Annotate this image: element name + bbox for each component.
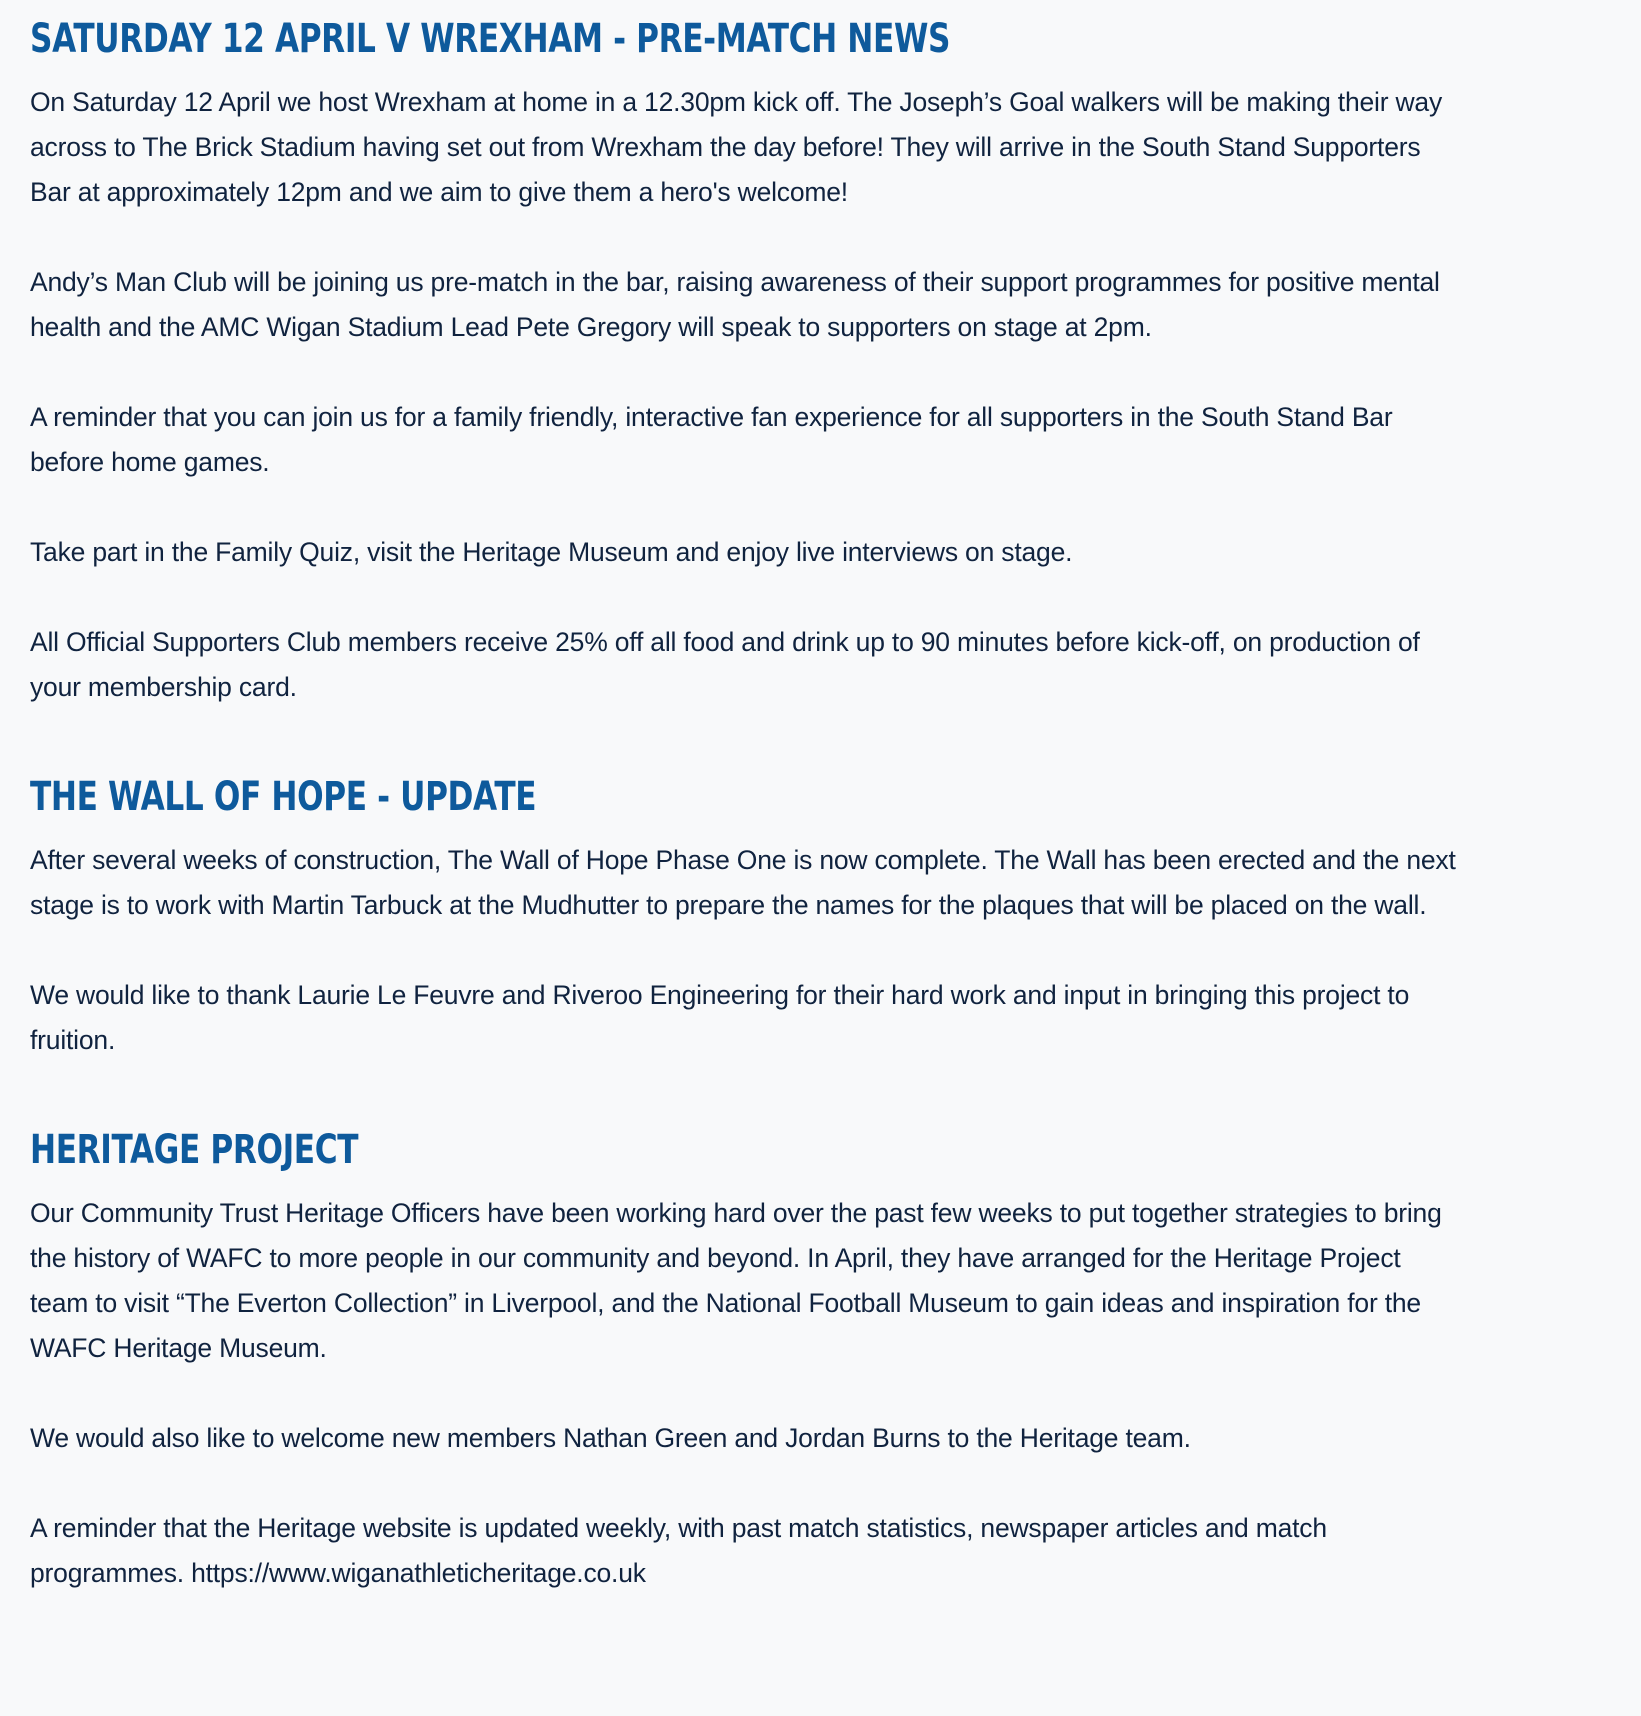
section-wrexham-pre-match	[30, 14, 1641, 710]
section-heading: THE WALL OF HOPE - UPDATE	[30, 774, 537, 820]
paragraph: Andy’s Man Club will be joining us pre-match in the bar, raising awareness of their support programmes for positive mental health and the AMC Wigan Stadium Lead Pete Gregory will speak to supporters on stage at 2pm.	[30, 267, 1440, 342]
paragraph: Our Community Trust Heritage Officers have been working hard over the past few weeks to put together strategies to bring the history of WAFC to more people in our community and beyond. In April, they have arranged for the Heritage Project team to visit “The Everton Collection” in Liverpool, and the National Football Museum to gain ideas and inspiration for the WAFC Heritage Museum.	[30, 1198, 1442, 1363]
section-heading: HERITAGE PROJECT	[30, 1127, 359, 1173]
section-wall-of-hope	[30, 772, 1641, 1063]
paragraph: All Official Supporters Club members receive 25% off all food and drink up to 90 minutes before kick-off, on production of your membership card.	[30, 627, 1420, 702]
paragraph: A reminder that you can join us for a family friendly, interactive fan experience for all supporters in the South Stand Bar before home games.	[30, 402, 1393, 477]
paragraph: After several weeks of construction, The Wall of Hope Phase One is now complete. The Wall has been erected and the next stage is to work with Martin Tarbuck at the Mudhutter to prepare the names for the plaques that will be placed on the wall.	[30, 845, 1456, 920]
paragraph: We would also like to welcome new members Nathan Green and Jordan Burns to the Heritage team.	[30, 1423, 1191, 1453]
section-heading: SATURDAY 12 APRIL V WREXHAM - PRE-MATCH NEWS	[30, 16, 951, 62]
paragraph: We would like to thank Laurie Le Feuvre and Riveroo Engineering for their hard work and input in bringing this project to fruition.	[30, 980, 1410, 1055]
paragraph: A reminder that the Heritage website is updated weekly, with past match statistics, newspaper articles and match programmes. https://www.wiganathleticheritage.co.uk	[30, 1513, 1327, 1588]
section-heritage-project	[30, 1125, 1641, 1596]
paragraph: Take part in the Family Quiz, visit the Heritage Museum and enjoy live interviews on stage.	[30, 537, 1073, 567]
paragraph: On Saturday 12 April we host Wrexham at home in a 12.30pm kick off. The Joseph’s Goal walkers will be making their way across to The Brick Stadium having set out from Wrexham the day before! They will arrive in the South Stand Supporters Bar at approximately 12pm and we aim to give them a hero's welcome!	[30, 87, 1443, 207]
